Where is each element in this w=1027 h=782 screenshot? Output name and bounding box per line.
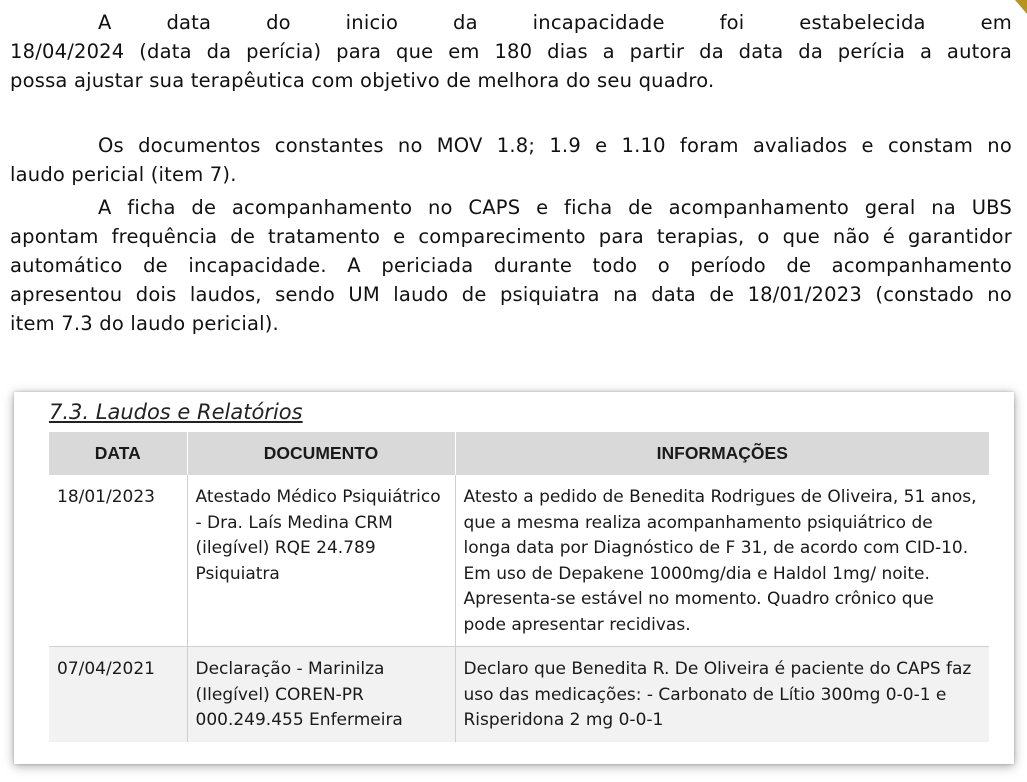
text-line: Os documentos constantes no MOV 1.8; 1.9 e 1.10 foram avaliados e constam no	[98, 134, 1012, 157]
column-header-documento: DOCUMENTO	[187, 432, 455, 475]
text-line: laudo pericial (item 7).	[10, 163, 237, 186]
table-row	[49, 475, 989, 647]
corner-decoration	[1015, 0, 1027, 14]
table-row	[49, 647, 989, 742]
cell-date: 18/01/2023	[49, 475, 187, 647]
text-line: A data do inicio da incapacidade foi estabelecida em	[98, 11, 1012, 34]
text-line: possa ajustar sua terapêutica com objetivo de melhora do seu quadro.	[10, 69, 715, 92]
column-header-informacoes: INFORMAÇÕES	[455, 432, 989, 475]
text-line: apontam frequência de tratamento e comparecimento para terapias, o que não é garantidor	[10, 225, 1012, 248]
text-line: 18/04/2024 (data da perícia) para que em 180 dias a partir da data da perícia a autora	[10, 40, 1012, 63]
text-line: item 7.3 do laudo pericial).	[10, 312, 279, 335]
text-line: automático de incapacidade. A periciada durante todo o período de acompanhamento	[10, 254, 1012, 277]
report-excerpt-inset	[14, 392, 1014, 764]
table-header-row	[49, 432, 989, 475]
cell-document: Declaração - Marinilza (Ilegível) COREN-PR 000.249.455 Enfermeira	[187, 647, 455, 742]
cell-information: Declaro que Benedita R. De Oliveira é paciente do CAPS faz uso das medicações: - Carbonato de Lítio 300mg 0-0-1 e Risperidona 2 mg 0-0-1	[455, 647, 989, 742]
paragraph-documents-evaluated	[10, 131, 1012, 189]
paragraph-caps-followup	[10, 193, 1012, 338]
text-line: apresentou dois laudos, sendo UM laudo de psiquiatra na data de 18/01/2023 (constado no	[10, 283, 1012, 306]
reports-table	[49, 432, 989, 742]
paragraph-incapacity-date	[10, 8, 1012, 95]
cell-document: Atestado Médico Psiquiátrico - Dra. Laís Medina CRM (ilegível) RQE 24.789 Psiquiatra	[187, 475, 455, 647]
text-line: A ficha de acompanhamento no CAPS e ficha de acompanhamento geral na UBS	[98, 196, 1012, 219]
section-title: 7.3. Laudos e Relatórios	[49, 400, 303, 424]
cell-date: 07/04/2021	[49, 647, 187, 742]
column-header-data: DATA	[49, 432, 187, 475]
cell-information: Atesto a pedido de Benedita Rodrigues de Oliveira, 51 anos, que a mesma realiza acompanhamento psiquiátrico de longa data por Diagnóstico de F 31, de acordo com CID-10. Em uso de Depakene 1000mg/dia e Haldol 1mg/ noite. Apresenta-se estável no momento. Quadro crônico que pode apresentar recidivas.	[455, 475, 989, 647]
